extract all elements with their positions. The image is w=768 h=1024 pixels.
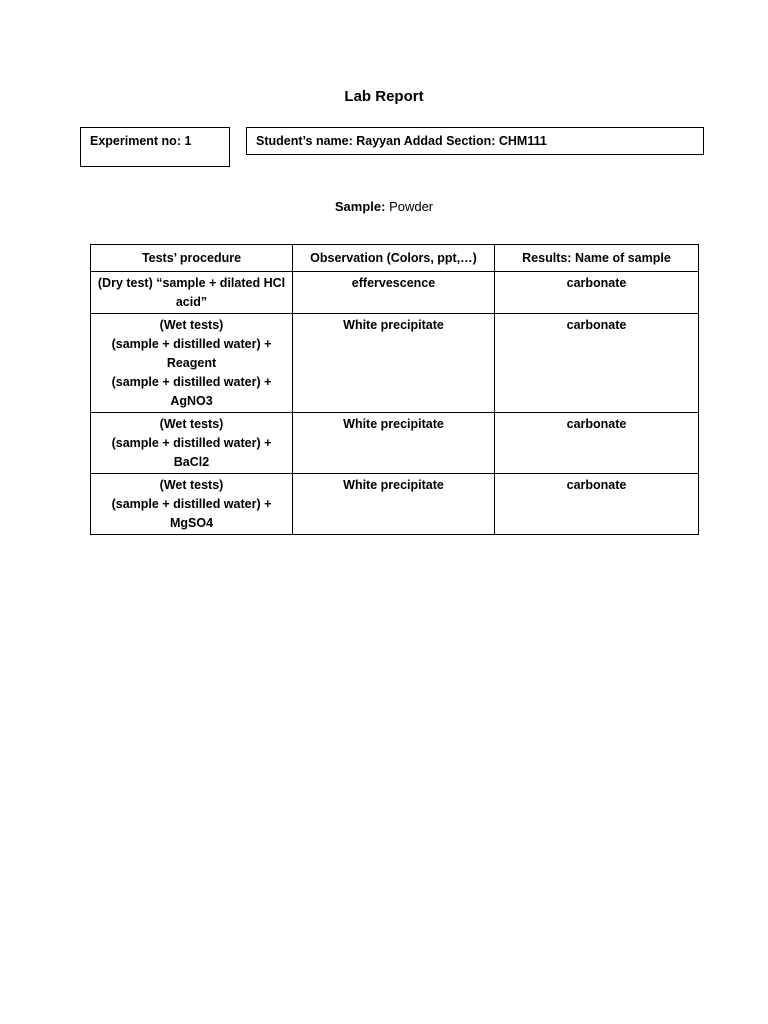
procedure-line: (sample + distilled water) + BaCl2 xyxy=(111,436,272,469)
result-cell: carbonate xyxy=(495,474,699,535)
header-result: Results: Name of sample xyxy=(495,245,699,272)
observation-cell: White precipitate xyxy=(293,314,495,413)
result-cell: carbonate xyxy=(495,314,699,413)
sample-label: Sample: xyxy=(334,199,386,214)
procedure-line: (Wet tests) xyxy=(159,318,224,332)
result-cell: carbonate xyxy=(495,272,699,314)
page-title: Lab Report xyxy=(344,88,424,105)
sample-value: Powder xyxy=(389,199,434,214)
table-row xyxy=(91,474,699,535)
table-row xyxy=(91,413,699,474)
observation-cell: White precipitate xyxy=(293,474,495,535)
experiment-number-label: Experiment no: 1 xyxy=(90,134,192,148)
procedure-cell xyxy=(91,272,293,314)
procedure-cell xyxy=(91,474,293,535)
experiment-number-box xyxy=(80,127,230,167)
procedure-line: (Wet tests) xyxy=(159,478,224,492)
table-row xyxy=(91,272,699,314)
header-procedure: Tests’ procedure xyxy=(91,245,293,272)
procedure-cell xyxy=(91,413,293,474)
results-table xyxy=(90,244,699,535)
procedure-line: (sample + distilled water) + Reagent xyxy=(111,337,272,370)
table-header-row xyxy=(91,245,699,272)
sample-line xyxy=(0,199,768,214)
procedure-cell xyxy=(91,314,293,413)
procedure-line: (sample + distilled water) + MgSO4 xyxy=(111,497,272,530)
student-info-box xyxy=(246,127,704,155)
result-cell: carbonate xyxy=(495,413,699,474)
student-info-label: Student’s name: Rayyan Addad Section: CHM111 xyxy=(256,134,547,148)
procedure-line: (Dry test) “sample + dilated HCl acid” xyxy=(97,276,286,309)
procedure-line: (Wet tests) xyxy=(159,417,224,431)
observation-cell: White precipitate xyxy=(293,413,495,474)
observation-cell: effervescence xyxy=(293,272,495,314)
table-row xyxy=(91,314,699,413)
header-observation: Observation (Colors, ppt,…) xyxy=(293,245,495,272)
procedure-line: (sample + distilled water) + AgNO3 xyxy=(111,375,272,408)
